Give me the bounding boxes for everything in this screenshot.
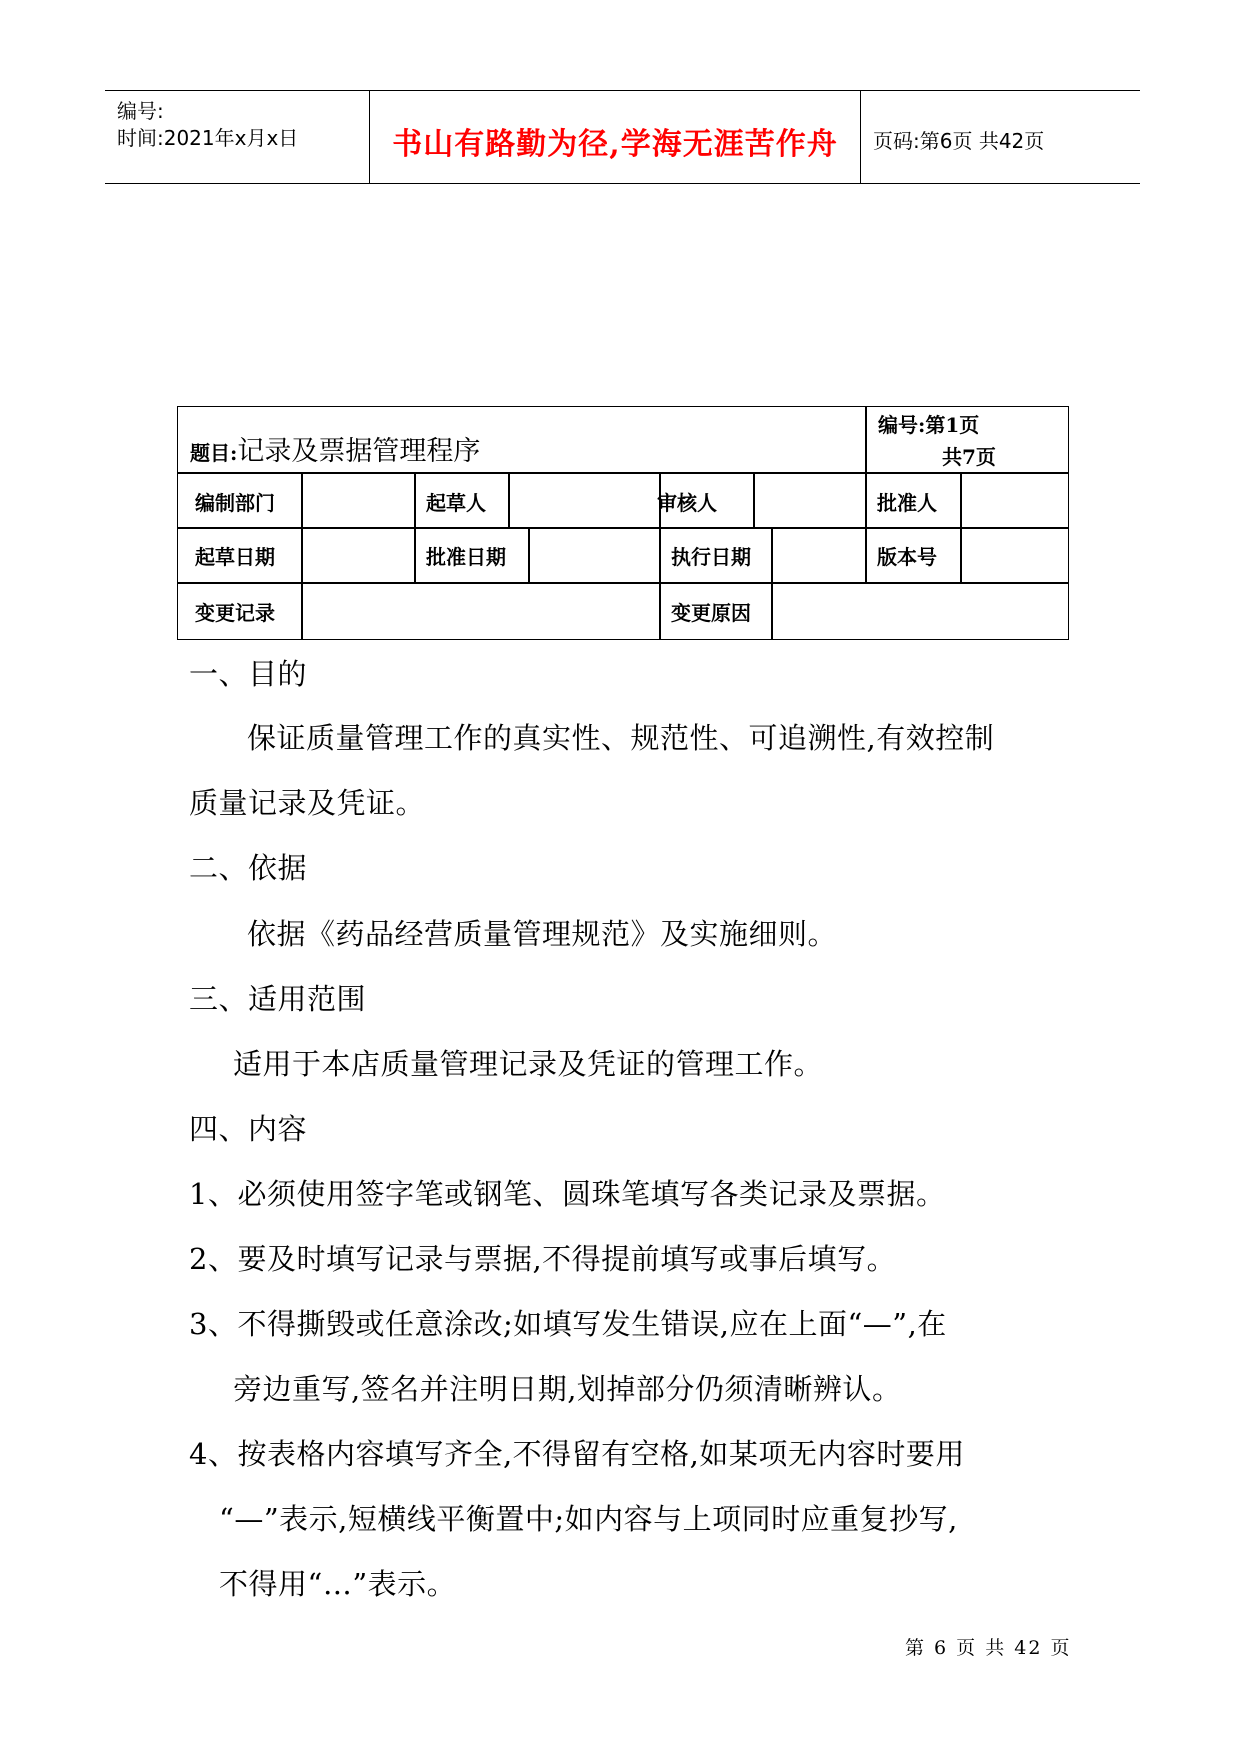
section-title-scope: 三、适用范围 <box>189 982 367 1016</box>
header-page-number: 页码:第6页 共42页 <box>873 129 1045 153</box>
form-title-label: 题目: <box>190 441 238 465</box>
paragraph-purpose-line1: 保证质量管理工作的真实性、规范性、可追溯性,有效控制 <box>247 721 995 755</box>
header-meta <box>105 91 370 183</box>
header-motto-cell <box>370 91 861 183</box>
label-approver: 批准人 <box>877 491 937 515</box>
list-item-4-line2: “—”表示,短横线平衡置中;如内容与上项同时应重复抄写, <box>219 1502 958 1536</box>
table-rule <box>865 407 867 472</box>
form-number-line2: 共7页 <box>942 445 996 469</box>
document-info-table <box>177 406 1069 640</box>
label-reviewer: 审核人 <box>657 491 717 515</box>
label-change-record: 变更记录 <box>195 601 275 625</box>
label-version: 版本号 <box>877 545 937 569</box>
form-number <box>878 409 996 473</box>
label-approve-date: 批准日期 <box>426 545 506 569</box>
label-dept: 编制部门 <box>195 491 275 515</box>
form-title <box>190 429 480 468</box>
table-rule <box>753 472 755 527</box>
form-number-line1: 编号:第1页 <box>878 413 980 437</box>
list-item-4-line1: 4、按表格内容填写齐全,不得留有空格,如某项无内容时要用 <box>189 1437 965 1471</box>
header-code-label: 编号: <box>117 99 164 123</box>
form-title-value: 记录及票据管理程序 <box>237 436 481 467</box>
page-footer: 第 6 页 共 42 页 <box>905 1637 1072 1659</box>
table-rule <box>865 472 867 582</box>
paragraph-basis: 依据《药品经营质量管理规范》及实施细则。 <box>247 917 838 951</box>
paragraph-purpose-line2: 质量记录及凭证。 <box>189 786 426 820</box>
page-header <box>105 90 1140 184</box>
label-change-reason: 变更原因 <box>671 601 751 625</box>
section-title-content: 四、内容 <box>189 1112 308 1146</box>
paragraph-scope: 适用于本店质量管理记录及凭证的管理工作。 <box>233 1047 824 1081</box>
list-item-3-line1: 3、不得撕毁或任意涂改;如填写发生错误,应在上面“—”,在 <box>189 1307 947 1341</box>
header-page-cell <box>861 91 1140 183</box>
table-rule <box>771 527 773 639</box>
list-item-1: 1、必须使用签字笔或钢笔、圆珠笔填写各类记录及票据。 <box>189 1177 946 1211</box>
table-rule <box>528 527 530 582</box>
section-title-purpose: 一、目的 <box>189 657 308 691</box>
table-rule <box>508 472 510 527</box>
table-rule <box>178 582 1068 584</box>
label-exec-date: 执行日期 <box>671 545 751 569</box>
table-rule <box>960 472 962 582</box>
section-title-basis: 二、依据 <box>189 851 308 885</box>
label-drafter: 起草人 <box>426 491 486 515</box>
table-rule <box>301 472 303 639</box>
list-item-2: 2、要及时填写记录与票据,不得提前填写或事后填写。 <box>189 1242 897 1276</box>
header-motto: 书山有路勤为径,学海无涯苦作舟 <box>392 127 838 162</box>
list-item-4-line3: 不得用“…”表示。 <box>219 1567 457 1601</box>
table-rule <box>414 472 416 582</box>
header-time-label: 时间:2021年x月x日 <box>117 126 299 150</box>
list-item-3-line2: 旁边重写,签名并注明日期,划掉部分仍须清晰辨认。 <box>233 1372 902 1406</box>
table-rule <box>178 527 1068 529</box>
label-draft-date: 起草日期 <box>195 545 275 569</box>
